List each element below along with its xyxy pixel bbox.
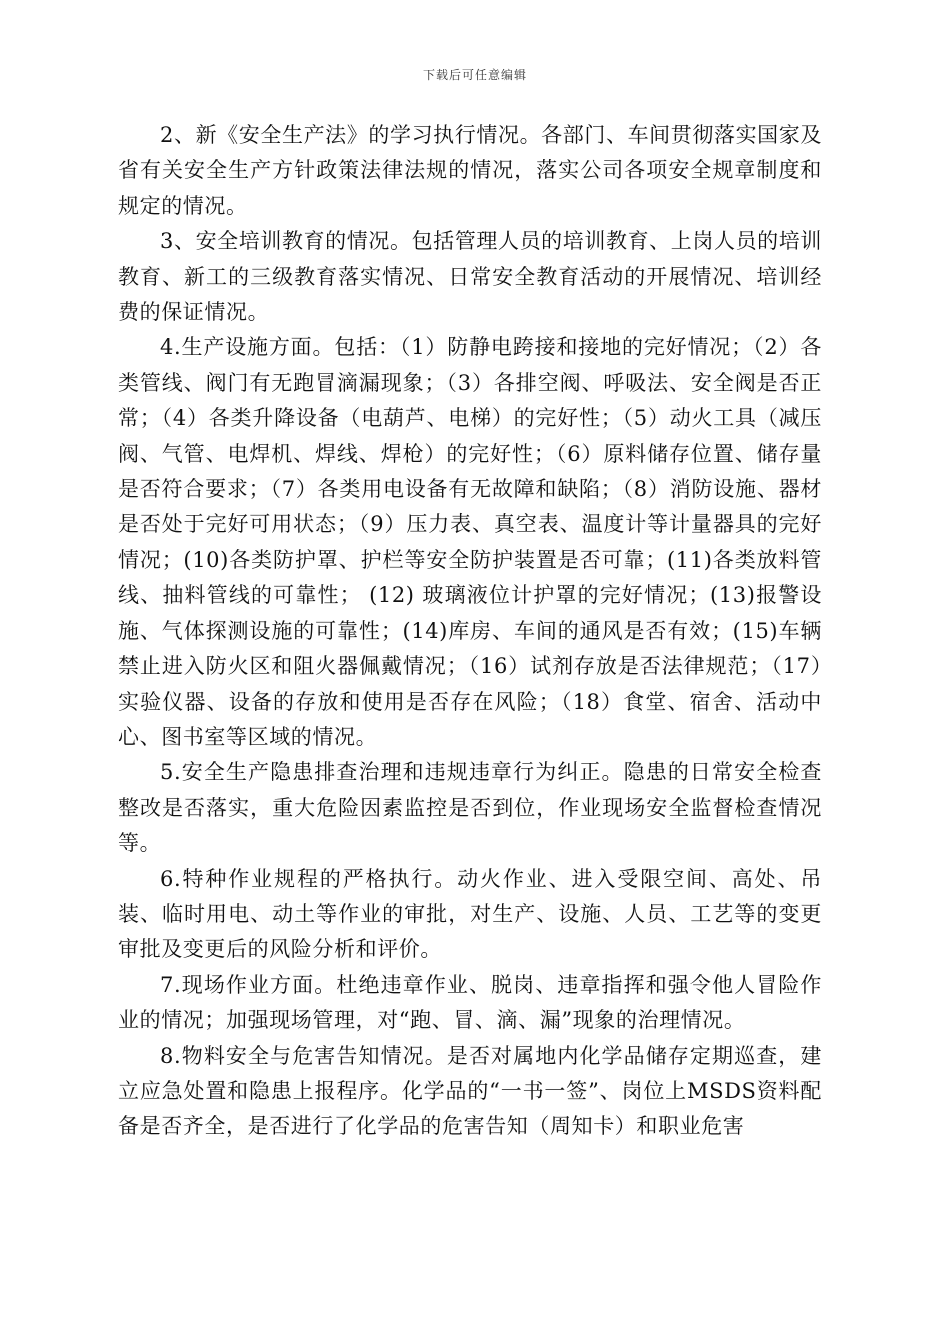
paragraph-item-4: 4.生产设施方面。包括：（1）防静电跨接和接地的完好情况；（2）各类管线、阀门有无跑冒滴漏现象；（3）各排空阀、呼吸法、安全阀是否正常；（4）各类升降设备（电葫芦、电梯）的完好性；（5）动火工具（减压阀、气管、电焊机、焊线、焊枪）的完好性；（6）原料储存位置、储存量是否符合要求；（7）各类用电设备有无故障和缺陷；（8）消防设施、器材是否处于完好可用状态；（9）压力表、真空表、温度计等计量器具的完好情况；(10)各类防护罩、护栏等安全防护装置是否可靠；(11)各类放料管线、抽料管线的可靠性； (12) 玻璃液位计护罩的完好情况；(13)报警设施、气体探测设施的可靠性；(14)库房、车间的通风是否有效；(15)车辆禁止进入防火区和阻火器佩戴情况；（16）试剂存放是否法律规范；（17）实验仪器、设备的存放和使用是否存在风险；（18）食堂、宿舍、活动中心、图书室等区域的情况。 [118, 335, 822, 749]
paragraph-item-7: 7.现场作业方面。杜绝违章作业、脱岗、违章指挥和强令他人冒险作业的情况；加强现场管理，对“跑、冒、滴、漏”现象的治理情况。 [118, 972, 822, 1033]
paragraph-item-3: 3、安全培训教育的情况。包括管理人员的培训教育、上岗人员的培训教育、新工的三级教育落实情况、日常安全教育活动的开展情况、培训经费的保证情况。 [118, 229, 822, 325]
paragraph-item-5: 5.安全生产隐患排查治理和违规违章行为纠正。隐患的日常安全检查整改是否落实，重大危险因素监控是否到位，作业现场安全监督检查情况等。 [118, 760, 822, 856]
paragraph-item-2: 2、新《安全生产法》的学习执行情况。各部门、车间贯彻落实国家及省有关安全生产方针政策法律法规的情况，落实公司各项安全规章制度和规定的情况。 [118, 123, 822, 218]
document-body [118, 118, 822, 1145]
paragraph-item-6: 6.特种作业规程的严格执行。动火作业、进入受限空间、高处、吊装、临时用电、动土等作业的审批，对生产、设施、人员、工艺等的变更审批及变更后的风险分析和评价。 [118, 866, 822, 962]
paragraph-item-8: 8.物料安全与危害告知情况。是否对属地内化学品储存定期巡查，建立应急处置和隐患上报程序。化学品的“一书一签”、岗位上MSDS资料配备是否齐全，是否进行了化学品的危害告知（周知卡）和职业危害 [118, 1043, 822, 1139]
page-header: 下载后可任意编辑 [422, 68, 527, 82]
